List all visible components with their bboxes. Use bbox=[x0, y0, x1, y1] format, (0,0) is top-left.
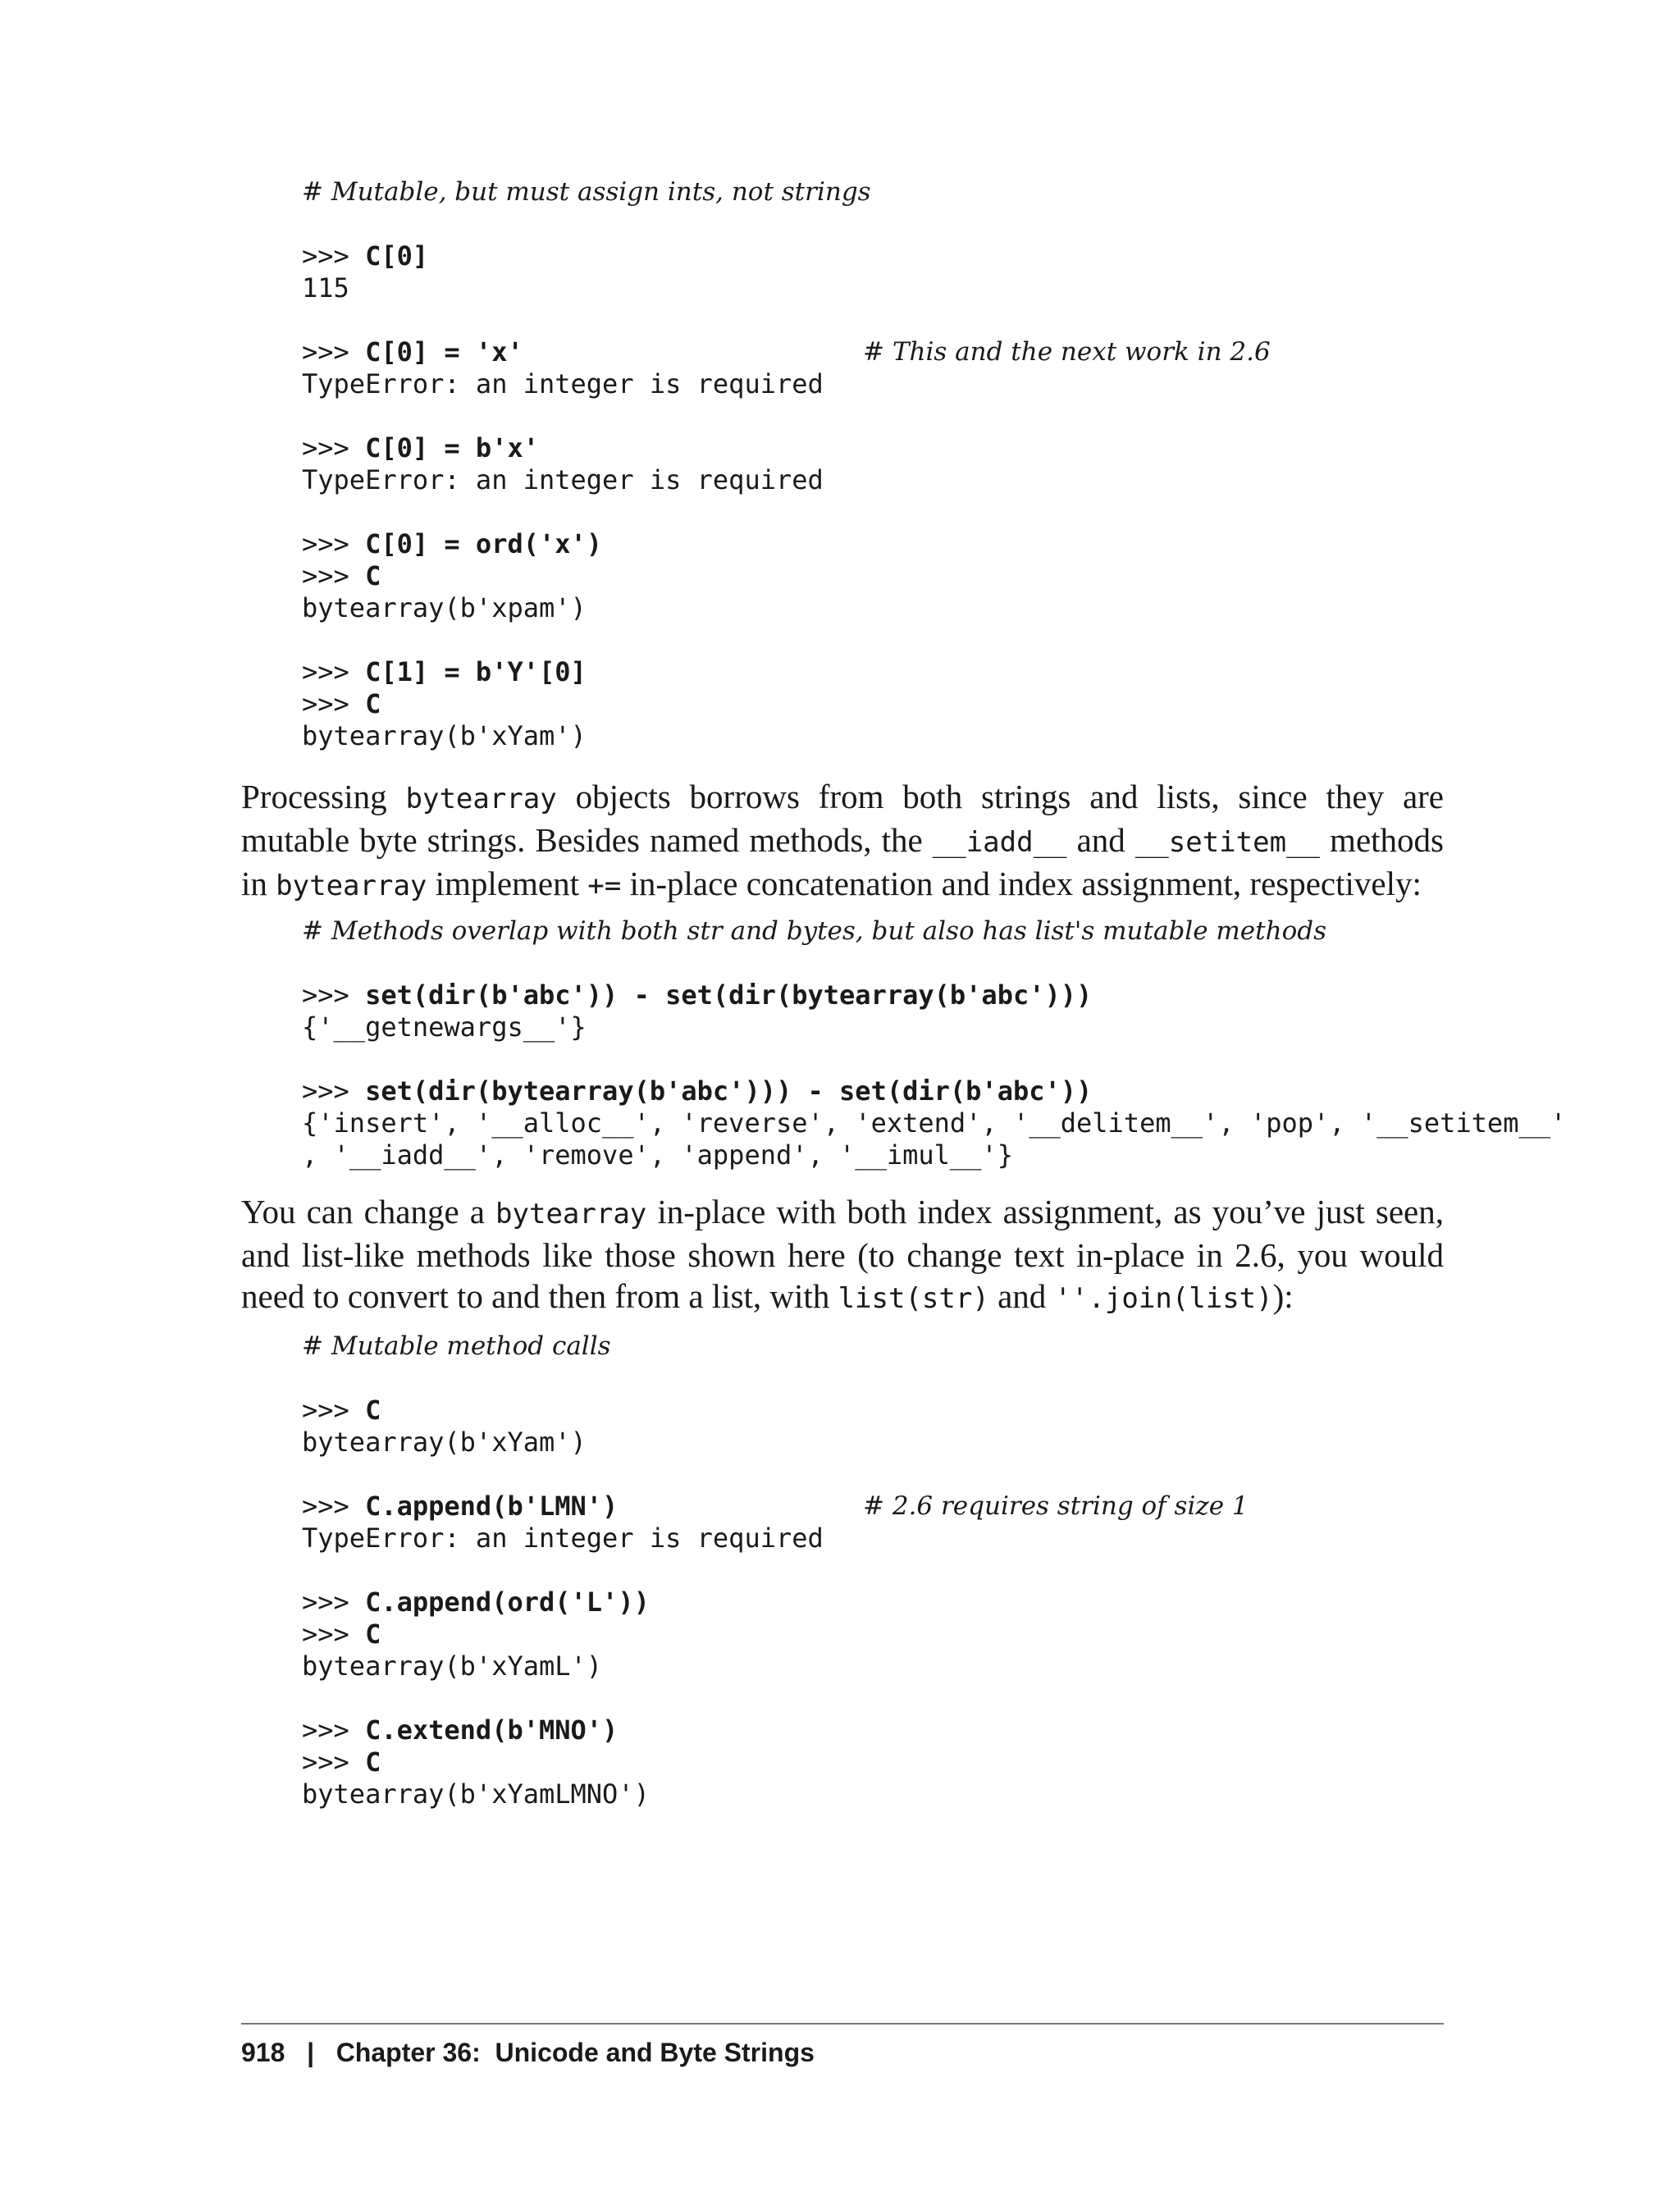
code-output: bytearray(b'xYam') bbox=[302, 1427, 587, 1458]
inline-code: ''.join(list) bbox=[1054, 1282, 1273, 1315]
code-line: >>> set(dir(bytearray(b'abc'))) - set(dir(b'abc')) bbox=[302, 1075, 1093, 1107]
code-line: >>> C[0] = 'x' # This and the next work in 2.6 bbox=[302, 336, 1271, 368]
code-output: bytearray(b'xYam') bbox=[302, 720, 587, 751]
code-output: 115 bbox=[302, 272, 349, 304]
code-block-1 bbox=[302, 176, 1271, 752]
inline-code: bytearray bbox=[405, 783, 557, 815]
code-output: {'__getnewargs__'} bbox=[302, 1011, 587, 1043]
code-line: >>> C[0] = ord('x') bbox=[302, 528, 603, 559]
code-line: >>> C[1] = b'Y'[0] bbox=[302, 656, 587, 687]
code-output: TypeError: an integer is required bbox=[302, 368, 824, 399]
page-footer bbox=[241, 2038, 815, 2068]
chapter-title: Chapter 36: Unicode and Byte Strings bbox=[336, 2038, 815, 2067]
code-output: bytearray(b'xYamL') bbox=[302, 1650, 603, 1682]
code-line: >>> C bbox=[302, 1395, 381, 1426]
page-number: 918 bbox=[241, 2038, 285, 2067]
body-paragraph-1: Processing bytearray objects borrows from both strings and lists, since they are mutable byte strings. Besides named methods, the __iadd__ and __setitem__ methods in bytearray implement += in-place concatenation and index assignment, respectively: bbox=[241, 778, 1444, 902]
code-line: >>> C.append(b'LMN') # 2.6 requires string of size 1 bbox=[302, 1491, 1249, 1522]
body-paragraph-2: You can change a bytearray in-place with both index assignment, as you’ve just seen, and list-like methods like those shown here (to change text in-place in 2.6, you would need to convert to and then from a list, with list(str) and ''.join(list)): bbox=[241, 1193, 1444, 1315]
inline-code: __setitem__ bbox=[1134, 826, 1320, 859]
code-line: >>> set(dir(b'abc')) - set(dir(bytearray(b'abc'))) bbox=[302, 979, 1093, 1011]
code-line: >>> C bbox=[302, 1746, 381, 1778]
inline-comment: # 2.6 requires string of size 1 bbox=[863, 1491, 1249, 1521]
code-block-3 bbox=[302, 1331, 1249, 1810]
code-comment: # Mutable method calls bbox=[302, 1331, 611, 1361]
inline-code: bytearray bbox=[276, 870, 427, 902]
code-output: , '__iadd__', 'remove', 'append', '__imul__'} bbox=[302, 1139, 1013, 1171]
code-line: >>> C bbox=[302, 688, 381, 719]
code-comment: # Mutable, but must assign ints, not strings bbox=[302, 177, 871, 207]
code-line: >>> C[0] bbox=[302, 240, 429, 272]
code-block-2 bbox=[302, 915, 1566, 1171]
code-output: TypeError: an integer is required bbox=[302, 464, 824, 495]
inline-code: += bbox=[587, 870, 622, 902]
code-comment: # Methods overlap with both str and bytes, but also has list's mutable methods bbox=[302, 916, 1326, 946]
code-line: >>> C.extend(b'MNO') bbox=[302, 1714, 619, 1746]
inline-comment: # This and the next work in 2.6 bbox=[863, 337, 1271, 367]
code-line: >>> C bbox=[302, 560, 381, 591]
code-line: >>> C bbox=[302, 1618, 381, 1650]
code-line: >>> C.append(ord('L')) bbox=[302, 1586, 650, 1618]
code-output: bytearray(b'xYamLMNO') bbox=[302, 1778, 650, 1810]
inline-code: bytearray bbox=[495, 1198, 647, 1230]
footer-rule bbox=[241, 2023, 1444, 2025]
footer-separator: | bbox=[307, 2038, 315, 2067]
inline-code: list(str) bbox=[838, 1282, 989, 1315]
code-output: TypeError: an integer is required bbox=[302, 1522, 824, 1554]
code-output: bytearray(b'xpam') bbox=[302, 592, 587, 623]
code-output: {'insert', '__alloc__', 'reverse', 'extend', '__delitem__', 'pop', '__setitem__' bbox=[302, 1107, 1567, 1139]
code-line: >>> C[0] = b'x' bbox=[302, 432, 539, 463]
inline-code: __iadd__ bbox=[932, 826, 1067, 859]
